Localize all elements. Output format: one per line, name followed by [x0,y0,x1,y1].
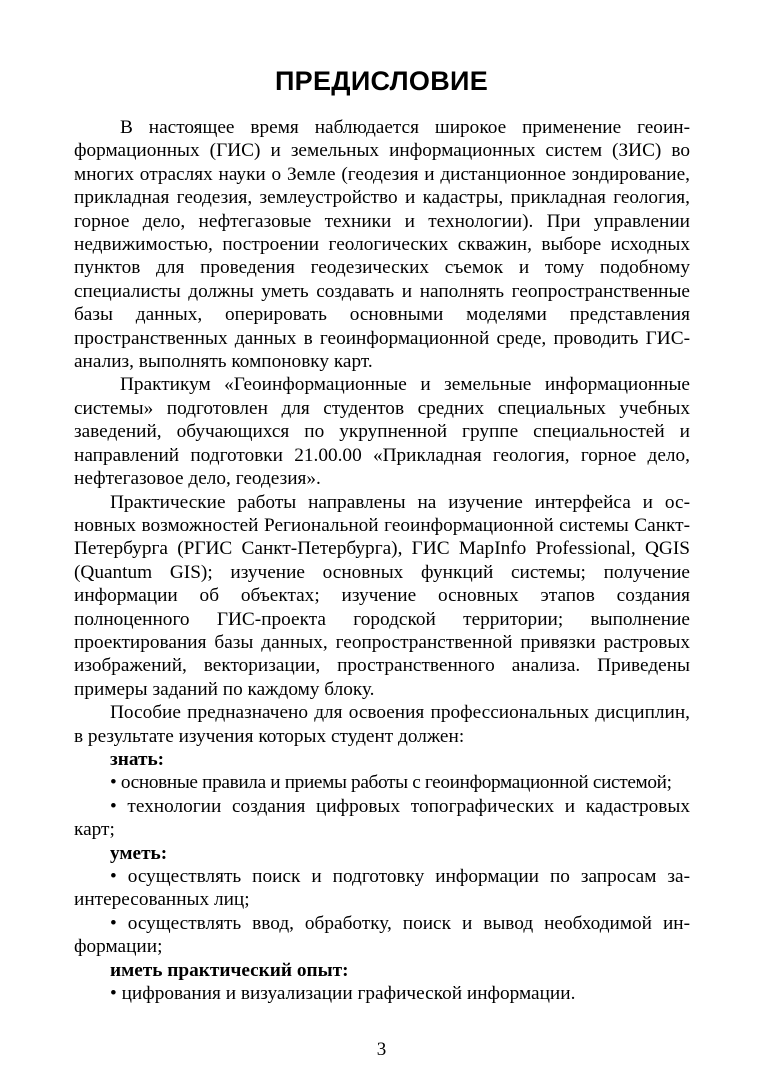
body-text [74,116,690,1005]
page-number: 3 [376,1039,387,1060]
page-title: ПРЕДИСЛОВИЕ [274,66,489,96]
experience-heading: иметь практический опыт: [110,959,349,981]
skills-item: • осуществлять ввод, обработку, поиск и вывод необходимой информации; [74,912,690,958]
paragraph-intro: В настоящее время наблюдается широкое применение геоинформационных (ГИС) и земельных информационных систем (ЗИС) во многих отраслях науки о Земле (геодезия и дистанционное зондирование, прикладная геодезия, землеустройство и кадастры, прикладная геология, горное дело, нефтегазовые техники и технологии). При управлении недвижимостью, построении геологических скважин, выборе исходных пунктов для проведения геодезических съемок и тому подобному специалисты должны уметь создавать и наполнять геопространственные базы данных, оперировать основными моделями представления пространственных данных в геоинформационной среде, проводить ГИС-анализ, выполнять компоновку карт. [74,117,690,373]
experience-item: • цифрования и визуализации графической информации. [110,983,576,1005]
know-item: • основные правила и приемы работы с геоинформационной системой; [110,772,672,794]
skills-heading: уметь: [110,842,168,864]
paragraph-practicum: Практикум «Геоинформационные и земельные информационные системы» подготовлен для студентов средних специальных учебных заведений, обучающихся по укрупненной группе специальностей и направлений подготовки 21.00.00 «Прикладная геология, горное дело, нефтегазовое дело, геодезия». [74,374,690,490]
paragraph-purpose: Пособие предназначено для освоения профессиональных дисциплин, в результате изучения которых студент должен: [74,702,690,747]
paragraph-works: Практические работы направлены на изучение интерфейса и основных возможностей Региональной геоинформационной системы Санкт-Петербурга (РГИС Санкт-Петербурга), ГИС MapInfo Professional, QGIS (Quantum GIS); изучение основных функций системы; получение информации об объектах; изучение основных этапов создания полноценного ГИС-проекта городской территории; выполнение проектирования базы данных, геопространственной привязки растровых изображений, векторизации, пространственного анализа. Приведены примеры заданий по каждому блоку. [74,491,690,700]
know-heading: знать: [110,748,165,770]
skills-item: • осуществлять поиск и подготовку информации по запросам заинтересованных лиц; [74,866,690,911]
know-item: • технологии создания цифровых топографических и кадастровых карт; [74,795,690,841]
